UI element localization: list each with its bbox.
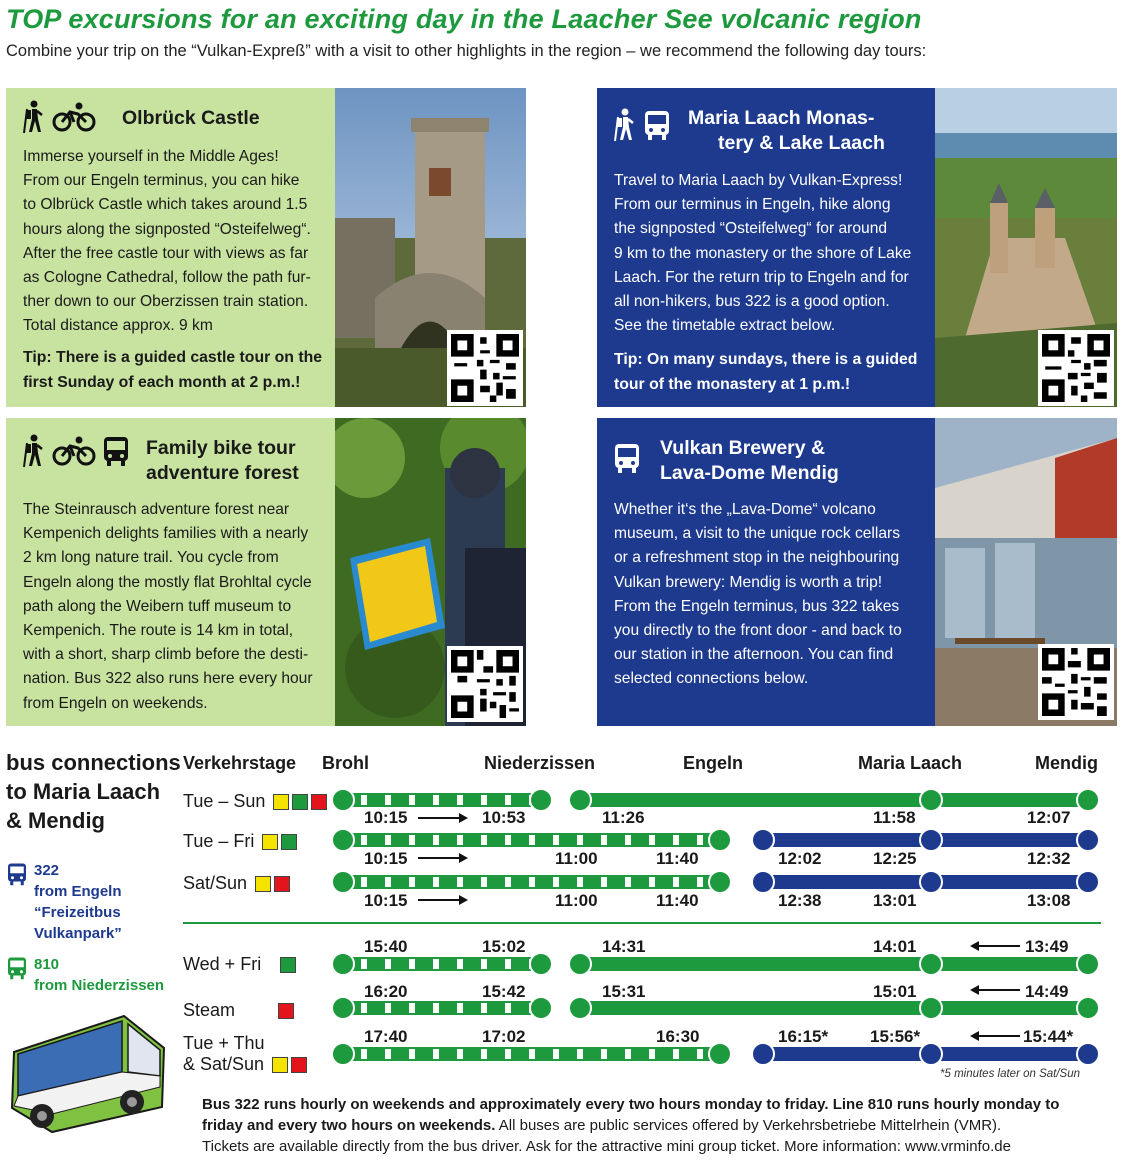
time: 14:01 [873,937,917,956]
hiker-icon [613,108,637,142]
card-body: Immerse yourself in the Middle Ages! From our Engeln terminus, you can hike to Olbrück Castle which takes around 1.5 hours along the signposted “Osteifelweg“. After the free castle tour with views as far as Cologne Cathedral, follow the path fur- ther down to our Oberzissen train station. Total distance approx. 9 km [23,148,311,335]
stop-dot [529,952,553,976]
time: 12:25 [873,849,917,868]
station-niederzissen: Niederzissen [484,753,596,773]
stop-dot [919,788,943,812]
stop-dot [331,788,355,812]
arrow-right-icon [418,812,468,824]
time: 11:40 [656,849,699,868]
stop-dot [529,788,553,812]
card-body: Whether it‘s the „Lava-Dome“ volcano museum, a visit to the unique rock cellars or a refreshment stop in the neighbouring Vulkan brewery: Mendig is worth a trip! From the Engeln terminus, bus 322 takes you directly to the front door - and back to our station in the afternoon. You can find selected connections below. [614,501,902,688]
bicycle-icon [52,436,96,466]
bus-icon [643,109,671,141]
station-maria-laach: Maria Laach [858,753,963,773]
route-segment [580,793,1088,807]
card-body: Travel to Maria Laach by Vulkan-Express! From our terminus in Engeln, hike along the signposted “Osteifelweg“ for around 9 km to the monastery or the shore of Lake Laach. For the return trip to Engeln and for all non-hikers, bus 322 is a good option. See the timetable extract below. [614,172,912,335]
stop-dot [1076,870,1100,894]
card-title: Maria Laach Monas- tery & Lake Laach [688,107,885,154]
row-label: Steam [183,1000,294,1021]
stop-dot [1076,828,1100,852]
card-title: Olbrück Castle [122,107,260,129]
route-segment [580,957,1088,971]
route-segment [343,1047,720,1061]
card-vulkan-brewery [597,418,937,726]
time: 15:56* [870,1027,921,1046]
column-header-days: Verkehrstage [183,753,297,773]
timetable-side-title: bus connections to Maria Laach & Mendig [6,750,181,833]
station-engeln: Engeln [683,753,744,773]
stop-dot [919,828,943,852]
footer-text: Bus 322 runs hourly on weekends and approximately every two hours monday to friday. Line 810 runs hourly monday to friday and every two hours on weekends. All buses are public services offered by Verkehrsbetriebe Mittelrhein (VMR). Tickets are available directly from the bus driver. Ask for the attractive mini group ticket. More information: www.vrminfo.de [202,1096,1060,1155]
stop-dot [919,996,943,1020]
stop-dot [331,870,355,894]
time: 15:01 [873,982,917,1001]
stop-dot [331,828,355,852]
bus-icon [6,862,28,886]
monastery-photo [935,88,1117,407]
time: 11:00 [555,849,598,868]
stop-dot [1076,788,1100,812]
footnote: *5 minutes later on Sat/Sun [940,1068,1080,1080]
hiker-icon [22,434,46,468]
time: 13:01 [873,891,917,910]
time: 16:15* [778,1027,829,1046]
time: 15:42 [482,982,526,1001]
bus-illustration [4,1012,172,1134]
stop-dot [751,1042,775,1066]
time: 12:07 [1027,808,1071,827]
arrow-right-icon [418,852,468,864]
row-label: Tue – Sun [183,791,327,812]
card-icons [22,100,96,134]
card-icons [22,434,130,468]
arrow-left-icon [970,1030,1020,1042]
time: 11:00 [555,891,598,910]
stop-dot [568,952,592,976]
time: 12:32 [1027,849,1071,868]
time: 10:15 [364,808,408,827]
time: 15:31 [602,982,646,1001]
stop-dot [529,996,553,1020]
bus-icon [102,435,130,467]
castle-photo [335,88,526,407]
arrow-right-icon [418,894,468,906]
route-segment [343,1001,541,1015]
time: 16:20 [364,982,408,1001]
card-maria-laach [597,88,937,407]
time: 10:15 [364,849,408,868]
card-tip: Tip: On many sundays, there is a guided tour of the monastery at 1 p.m.! [614,351,918,393]
arrow-left-icon [970,984,1020,996]
stop-dot [1076,1042,1100,1066]
forest-photo [335,418,526,726]
station-brohl: Brohl [322,753,369,773]
card-icons [613,108,671,142]
bus-icon [6,956,28,980]
time: 10:15 [364,891,408,910]
stop-dot [919,1042,943,1066]
route-segment [343,957,541,971]
stop-dot [708,1042,732,1066]
time: 17:40 [364,1027,408,1046]
time: 13:49 [1025,937,1069,956]
stop-dot [331,1042,355,1066]
qr-code[interactable] [447,646,523,722]
bus-icon [613,442,641,474]
route-segment [343,875,720,889]
page-subtitle: Combine your trip on the “Vulkan-Expreß” with a visit to other highlights in the region – we recommend the following day tours: [6,42,927,60]
time: 15:44* [1023,1027,1074,1046]
card-title: Family bike tour adventure forest [146,437,299,484]
qr-code[interactable] [1038,644,1114,720]
time: 12:02 [778,849,822,868]
card-body: The Steinrausch adventure forest near Kempenich delights families with a nearly 2 km long nature trail. You cycle from Engeln along the mostly flat Brohltal cycle path along the Weibern tuff museum to Kempenich. The route is 14 km in total, with a short, sharp climb before the desti- nation. Bus 322 also runs here every hour from Engeln on weekends. [23,501,313,712]
time: 14:31 [602,937,646,956]
time: 11:40 [656,891,699,910]
time: 11:58 [873,808,916,827]
route-segment [343,833,720,847]
time: 13:08 [1027,891,1071,910]
stop-dot [708,870,732,894]
stop-dot [708,828,732,852]
time: 14:49 [1025,982,1069,1001]
page-title: TOP excursions for an exciting day in the Laacher See volcanic region [6,4,922,34]
stop-dot [1076,996,1100,1020]
card-title: Vulkan Brewery & Lava-Dome Mendig [660,437,839,484]
stop-dot [751,828,775,852]
time: 11:26 [602,808,645,827]
row-label: Sat/Sun [183,873,290,894]
stop-dot [751,870,775,894]
stop-dot [1076,952,1100,976]
row-label: Wed + Fri [183,954,296,975]
hiker-icon [22,100,46,134]
card-icons [613,442,641,474]
row-label: Tue + Thu & Sat/Sun [183,1033,307,1075]
route-segment [580,1001,1088,1015]
time: 10:53 [482,808,526,827]
route-segment [343,793,541,807]
stop-dot [919,870,943,894]
qr-code[interactable] [1038,330,1114,406]
arrow-left-icon [970,940,1020,952]
card-tip: Tip: There is a guided castle tour on the first Sunday of each month at 2 p.m.! [23,349,323,391]
station-mendig: Mendig [1035,753,1098,773]
time: 12:38 [778,891,822,910]
stop-dot [568,788,592,812]
bicycle-icon [52,102,96,132]
stop-dot [568,996,592,1020]
card-olbrueck-castle [6,88,336,407]
qr-code[interactable] [447,330,523,406]
time: 15:02 [482,937,526,956]
card-family-bike-tour [6,418,336,726]
brewery-photo [935,418,1117,726]
row-label: Tue – Fri [183,831,297,852]
stop-dot [919,952,943,976]
stop-dot [331,996,355,1020]
time: 15:40 [364,937,408,956]
time: 17:02 [482,1027,526,1046]
stop-dot [331,952,355,976]
time: 16:30 [656,1027,700,1046]
divider [183,922,1101,924]
